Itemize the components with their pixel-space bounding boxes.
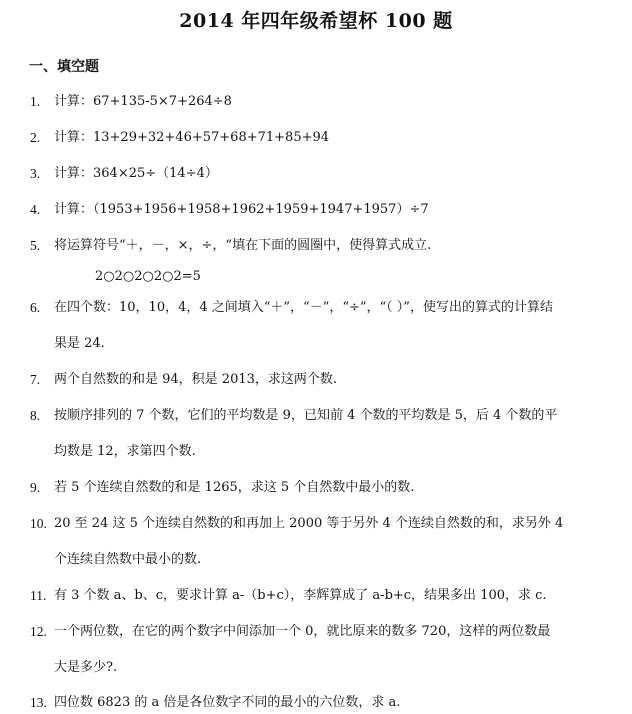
question-number: 9. (30, 480, 41, 495)
question-text: 计算：13+29+32+46+57+68+71+85+94 (54, 130, 330, 145)
question-number: 13. (30, 695, 47, 710)
question-text-continued: 个连续自然数中最小的数. (54, 552, 202, 567)
question-number: 1. (30, 94, 41, 109)
question-number: 11. (30, 588, 47, 603)
question-number: 4. (30, 202, 41, 217)
question-text: 按顺序排列的 7 个数，它们的平均数是 9，已知前 4 个数的平均数是 5，后 4 个数的平 (54, 408, 558, 423)
question-number: 3. (30, 166, 41, 181)
question-text: 有 3 个数 a、b、c，要求计算 a-（b+c），李辉算成了 a-b+c，结果多出 100，求 c. (54, 588, 547, 603)
question-number: 8. (30, 408, 41, 423)
question-text: 在四个数：10，10，4，4 之间填入“＋”，“－”，“÷”，“（ ）”，使写出的算式的计算结 (54, 300, 553, 315)
question-text: 计算：67+135-5×7+264÷8 (54, 94, 232, 109)
question-text-continued: 均数是 12，求第四个数. (54, 444, 196, 459)
question-text: 计算：（1953+1956+1958+1962+1959+1947+1957）÷7 (54, 202, 429, 217)
question-number: 10. (30, 516, 47, 531)
question-text: 计算：364×25÷（14÷4） (54, 166, 218, 181)
question-number: 5. (30, 238, 41, 253)
question-number: 7. (30, 372, 41, 387)
question-text-continued: 大是多少?. (54, 660, 118, 675)
question-text: 两个自然数的和是 94，积是 2013，求这两个数. (54, 372, 338, 387)
question-text: 四位数 6823 的 a 倍是各位数字不同的最小的六位数，求 a. (54, 695, 401, 710)
question-text: 若 5 个连续自然数的和是 1265，求这 5 个自然数中最小的数. (54, 480, 415, 495)
question-number: 6. (30, 300, 41, 315)
question-text: 将运算符号“＋，－，×，÷，“填在下面的圆圈中，使得算式成立. (54, 238, 432, 253)
question-number: 2. (30, 130, 41, 145)
question-text: 20 至 24 这 5 个连续自然数的和再加上 2000 等于另外 4 个连续自然数的和，求另外 4 (54, 516, 564, 531)
question-number: 12. (30, 624, 47, 639)
page-title: 2014 年四年级希望杯 100 题 (179, 10, 453, 32)
question-text: 一个两位数，在它的两个数字中间添加一个 0，就比原来的数多 720，这样的两位数最 (54, 624, 551, 639)
equation: 2○2○2○2○2=5 (95, 269, 201, 284)
question-text-continued: 果是 24. (54, 336, 105, 351)
section-heading: 一、填空题 (29, 59, 99, 75)
